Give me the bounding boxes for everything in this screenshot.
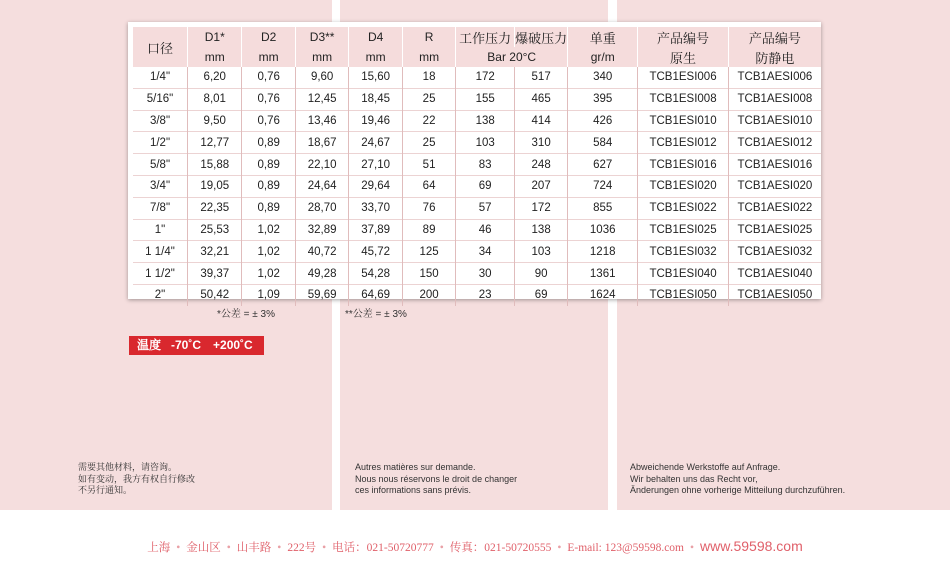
footnote-line: ces informations sans prévis. (355, 485, 472, 495)
col-header-d3: D3** (295, 27, 349, 47)
cell-weight: 1036 (568, 219, 638, 241)
cell-d2: 1,02 (242, 219, 295, 241)
separator-dot: • (176, 542, 181, 554)
cell-working-pressure: 23 (456, 284, 515, 305)
cell-d2: 0,76 (242, 67, 295, 88)
cell-burst-pressure: 138 (515, 219, 568, 241)
col-header-d2: D2 (242, 27, 295, 47)
cell-d3: 49,28 (295, 263, 349, 285)
table-row (133, 219, 821, 241)
cell-code-antistatic: TCB1AESI020 (728, 175, 821, 197)
unit-d1: mm (188, 47, 242, 67)
footnote-french (355, 462, 517, 497)
cell-working-pressure: 172 (456, 67, 515, 88)
cell-d1: 25,53 (188, 219, 242, 241)
cell-burst-pressure: 465 (515, 88, 568, 110)
cell-code-antistatic: TCB1AESI016 (728, 154, 821, 176)
cell-r: 125 (402, 241, 455, 263)
cell-code-virgin: TCB1ESI025 (638, 219, 729, 241)
separator-dot: • (439, 542, 444, 554)
temperature-badge (129, 336, 264, 355)
cell-working-pressure: 69 (456, 175, 515, 197)
cell-working-pressure: 83 (456, 154, 515, 176)
cell-code-virgin: TCB1ESI012 (638, 132, 729, 154)
table-row (133, 132, 821, 154)
footnote-line: Änderungen ohne vorherige Mitteilung durchzuführen. (630, 485, 846, 495)
cell-weight: 340 (568, 67, 638, 88)
col-header-size: 口径 (133, 27, 188, 67)
cell-r: 18 (402, 67, 455, 88)
cell-code-virgin: TCB1ESI006 (638, 67, 729, 88)
unit-d3: mm (295, 47, 349, 67)
col-header-burst-pressure: 爆破压力 (515, 27, 568, 47)
cell-working-pressure: 57 (456, 197, 515, 219)
cell-code-virgin: TCB1ESI016 (638, 154, 729, 176)
cell-burst-pressure: 517 (515, 67, 568, 88)
cell-d2: 0,89 (242, 132, 295, 154)
cell-size: 1 1/2" (133, 263, 188, 285)
tolerance-note-d3: **公差 = ± 3% (345, 309, 407, 320)
contact-city: 上海 (147, 542, 171, 554)
tolerance-note-d1: *公差 = ± 3% (217, 309, 276, 320)
cell-d4: 24,67 (349, 132, 403, 154)
contact-road: 山丰路 (236, 542, 272, 554)
cell-r: 64 (402, 175, 455, 197)
cell-code-antistatic: TCB1AESI012 (728, 132, 821, 154)
cell-code-virgin: TCB1ESI050 (638, 284, 729, 305)
cell-r: 76 (402, 197, 455, 219)
cell-d1: 12,77 (188, 132, 242, 154)
cell-d2: 1,09 (242, 284, 295, 305)
cell-weight: 1361 (568, 263, 638, 285)
code-type-virgin: 原生 (638, 47, 729, 67)
cell-burst-pressure: 172 (515, 197, 568, 219)
cell-d3: 18,67 (295, 132, 349, 154)
cell-weight: 395 (568, 88, 638, 110)
cell-d3: 59,69 (295, 284, 349, 305)
cell-d4: 64,69 (349, 284, 403, 305)
table-row (133, 154, 821, 176)
col-header-code-antistatic: 产品编号 (728, 27, 821, 47)
cell-d3: 24,64 (295, 175, 349, 197)
cell-code-virgin: TCB1ESI008 (638, 88, 729, 110)
cell-size: 1 1/4" (133, 241, 188, 263)
cell-working-pressure: 138 (456, 110, 515, 132)
separator-dot: • (322, 542, 327, 554)
cell-d3: 40,72 (295, 241, 349, 263)
footnote-line: Autres matières sur demande. (355, 462, 476, 472)
table-row (133, 197, 821, 219)
contact-phone: 电话：021-50720777 (332, 542, 434, 554)
cell-d2: 0,76 (242, 88, 295, 110)
cell-working-pressure: 30 (456, 263, 515, 285)
separator-dot: • (690, 542, 695, 554)
cell-d1: 50,42 (188, 284, 242, 305)
footnote-line: Wir behalten uns das Recht vor, (630, 473, 758, 484)
cell-d4: 33,70 (349, 197, 403, 219)
cell-working-pressure: 103 (456, 132, 515, 154)
col-header-weight: 单重 (568, 27, 638, 47)
separator-dot: • (277, 542, 282, 554)
cell-size: 3/4" (133, 175, 188, 197)
table-row (133, 110, 821, 132)
cell-d2: 1,02 (242, 263, 295, 285)
cell-code-antistatic: TCB1AESI050 (728, 284, 821, 305)
unit-pressure: Bar 20°C (456, 47, 568, 67)
footnote-line: Nous nous réservons le droit de changer (355, 473, 518, 484)
temperature-max: +200˚C (213, 338, 253, 352)
col-header-working-pressure: 工作压力 (456, 27, 515, 47)
cell-d2: 0,76 (242, 110, 295, 132)
table-row (133, 175, 821, 197)
cell-code-antistatic: TCB1AESI008 (728, 88, 821, 110)
cell-d4: 15,60 (349, 67, 403, 88)
cell-code-antistatic: TCB1AESI006 (737, 71, 813, 84)
col-header-r: R (402, 27, 455, 47)
cell-r: 25 (402, 132, 455, 154)
contact-website-link[interactable]: www.59598.com (700, 538, 803, 554)
unit-d4: mm (349, 47, 403, 67)
cell-weight: 426 (568, 110, 638, 132)
cell-burst-pressure: 207 (515, 175, 568, 197)
unit-d2: mm (242, 47, 295, 67)
cell-code-antistatic: TCB1AESI022 (728, 197, 821, 219)
cell-weight: 1624 (568, 284, 638, 305)
cell-weight: 1218 (568, 241, 638, 263)
footnote-line: 如有变动，我方有权自行修改 (78, 473, 196, 484)
cell-r: 22 (402, 110, 455, 132)
spec-table (133, 27, 821, 306)
cell-d2: 0,89 (242, 197, 295, 219)
cell-size: 5/16" (133, 88, 188, 110)
table-row (133, 67, 821, 88)
contact-district: 金山区 (186, 542, 221, 554)
cell-code-antistatic: TCB1AESI040 (728, 263, 821, 285)
cell-d3: 13,46 (295, 110, 349, 132)
cell-weight: 584 (568, 132, 638, 154)
contact-number: 222号 (287, 542, 317, 554)
cell-burst-pressure: 414 (515, 110, 568, 132)
cell-size: 7/8" (133, 197, 188, 219)
code-type-antistatic: 防静电 (728, 47, 821, 67)
table-row (133, 284, 821, 305)
cell-code-antistatic: TCB1AESI032 (728, 241, 821, 263)
footnote-chinese (78, 462, 195, 497)
cell-burst-pressure: 69 (515, 284, 568, 305)
table-row (133, 241, 821, 263)
cell-size: 2" (133, 284, 188, 305)
cell-d4: 19,46 (349, 110, 403, 132)
cell-size: 1" (133, 219, 188, 241)
cell-code-antistatic: TCB1AESI025 (728, 219, 821, 241)
cell-d1: 6,20 (188, 67, 242, 88)
spec-table-card (128, 22, 821, 302)
cell-d3: 12,45 (295, 88, 349, 110)
cell-burst-pressure: 310 (515, 132, 568, 154)
cell-working-pressure: 46 (456, 219, 515, 241)
cell-d2: 1,02 (242, 241, 295, 263)
cell-d3: 9,60 (295, 67, 349, 88)
col-header-code-virgin: 产品编号 (638, 27, 729, 47)
cell-code-virgin: TCB1ESI032 (638, 241, 729, 263)
cell-d2: 0,89 (242, 154, 295, 176)
cell-d3: 28,70 (295, 197, 349, 219)
cell-d1: 9,50 (188, 110, 242, 132)
cell-d1: 39,37 (188, 263, 242, 285)
cell-r: 25 (402, 88, 455, 110)
cell-d1: 32,21 (188, 241, 242, 263)
contact-email[interactable]: E-mail: 123@59598.com (567, 542, 684, 554)
cell-code-antistatic: TCB1AESI010 (728, 110, 821, 132)
temperature-label: 温度 (137, 338, 162, 352)
table-header (133, 27, 821, 67)
cell-weight: 855 (568, 197, 638, 219)
cell-code-virgin: TCB1ESI040 (638, 263, 729, 285)
table-row (133, 263, 821, 285)
footnote-line: 不另行通知。 (78, 485, 133, 495)
separator-dot: • (226, 542, 231, 554)
unit-r: mm (402, 47, 455, 67)
unit-weight: gr/m (568, 47, 638, 67)
cell-d4: 18,45 (349, 88, 403, 110)
cell-d1: 19,05 (188, 175, 242, 197)
cell-code-virgin: TCB1ESI010 (638, 110, 729, 132)
cell-r: 89 (402, 219, 455, 241)
cell-d4: 45,72 (349, 241, 403, 263)
contact-fax: 传真：021-50720555 (449, 542, 552, 554)
cell-size: 5/8" (133, 154, 188, 176)
cell-r: 200 (402, 284, 455, 305)
cell-working-pressure: 155 (456, 88, 515, 110)
table-row (133, 88, 821, 110)
cell-d3: 32,89 (295, 219, 349, 241)
cell-d4: 37,89 (349, 219, 403, 241)
separator-dot: • (557, 542, 562, 554)
cell-code-virgin: TCB1ESI020 (638, 175, 729, 197)
cell-code-virgin: TCB1ESI022 (638, 197, 729, 219)
cell-size: 1/2" (133, 132, 188, 154)
cell-d3: 22,10 (295, 154, 349, 176)
footnote-german (630, 462, 845, 497)
cell-burst-pressure: 90 (515, 263, 568, 285)
cell-d1: 15,88 (188, 154, 242, 176)
cell-d4: 54,28 (349, 263, 403, 285)
cell-size: 3/8" (133, 110, 188, 132)
footnote-line: Abweichende Werkstoffe auf Anfrage. (630, 462, 781, 472)
cell-d1: 22,35 (188, 197, 242, 219)
cell-d2: 0,89 (242, 175, 295, 197)
cell-burst-pressure: 248 (515, 154, 568, 176)
cell-burst-pressure: 103 (515, 241, 568, 263)
cell-d4: 27,10 (349, 154, 403, 176)
cell-size: 1/4" (133, 67, 188, 88)
col-header-d1: D1* (188, 27, 242, 47)
cell-r: 51 (402, 154, 455, 176)
table-body (133, 67, 821, 306)
cell-weight: 724 (568, 175, 638, 197)
cell-weight: 627 (568, 154, 638, 176)
cell-r: 150 (402, 263, 455, 285)
temperature-min: -70˚C (171, 338, 202, 352)
footnote-line: 需要其他材料，请咨询。 (78, 462, 178, 472)
cell-d1: 8,01 (188, 88, 242, 110)
cell-working-pressure: 34 (456, 241, 515, 263)
contact-line (0, 538, 950, 555)
col-header-d4: D4 (349, 27, 403, 47)
cell-d4: 29,64 (349, 175, 403, 197)
